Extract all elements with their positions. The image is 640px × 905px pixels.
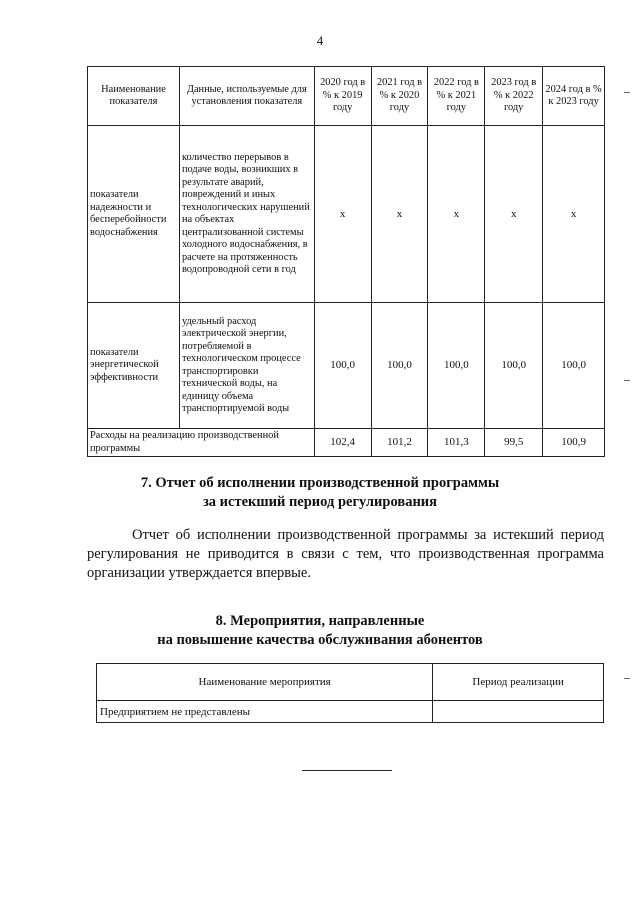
edge-mark (624, 678, 630, 679)
measure-period (433, 701, 604, 723)
header-2023: 2023 год в % к 2022 году (485, 67, 543, 126)
row-value-2020: x (314, 126, 371, 303)
totals-value-2020: 102,4 (314, 429, 371, 457)
totals-label: Расходы на реализацию производственной программы (88, 429, 315, 457)
measure-name: Предприятием не представлены (97, 701, 433, 723)
section8-heading-line2: на повышение качества обслуживания абонентов (157, 632, 483, 648)
totals-value-2023: 99,5 (485, 429, 543, 457)
row-value-2020: 100,0 (314, 303, 371, 429)
header-data-used: Данные, используемые для установления показателя (179, 67, 314, 126)
header-measure-name: Наименование мероприятия (97, 664, 433, 701)
row-value-2023: 100,0 (485, 303, 543, 429)
section7-paragraph: Отчет об исполнении производственной программы за истекший период регулирования не приводится в связи с тем, что производственная программа организации утверждается впервые. (87, 527, 604, 581)
table-row (97, 701, 604, 723)
row-value-2024: x (543, 126, 605, 303)
header-2020: 2020 год в % к 2019 году (314, 67, 371, 126)
row-name: показатели надежности и бесперебойности водоснабжения (88, 126, 180, 303)
edge-mark (624, 380, 630, 381)
header-2024: 2024 год в % к 2023 году (543, 67, 605, 126)
page-number: 4 (316, 33, 324, 48)
table-row-energy (88, 303, 605, 429)
indicators-header-row (88, 67, 605, 126)
section7-heading-line1: 7. Отчет об исполнении производственной программы (140, 475, 500, 491)
row-value-2021: x (371, 126, 428, 303)
row-name: показатели энергетической эффективности (88, 303, 180, 429)
totals-value-2022: 101,3 (428, 429, 485, 457)
row-value-2022: x (428, 126, 485, 303)
header-2022: 2022 год в % к 2021 году (428, 67, 485, 126)
measures-table (96, 663, 604, 723)
row-value-2021: 100,0 (371, 303, 428, 429)
row-value-2023: x (485, 126, 543, 303)
header-implementation-period: Период реализации (433, 664, 604, 701)
row-value-2022: 100,0 (428, 303, 485, 429)
header-2021: 2021 год в % к 2020 году (371, 67, 428, 126)
row-description: количество перерывов в подаче воды, возникших в результате аварий, повреждений и иных технологических нарушений на объектах централизованной системы холодного водоснабжения, в расчете на протяженность водопроводной сети в год (179, 126, 314, 303)
indicators-table (87, 66, 605, 457)
edge-mark (624, 92, 630, 93)
closing-line (302, 770, 392, 771)
totals-value-2021: 101,2 (371, 429, 428, 457)
totals-value-2024: 100,9 (543, 429, 605, 457)
section8-heading-line1: 8. Мероприятия, направленные (215, 613, 425, 629)
table-row-totals (88, 429, 605, 457)
header-indicator-name: Наименование показателя (88, 67, 180, 126)
table-row-reliability (88, 126, 605, 303)
section7-heading-line2: за истекший период регулирования (202, 494, 438, 510)
row-value-2024: 100,0 (543, 303, 605, 429)
measures-header-row (97, 664, 604, 701)
row-description: удельный расход электрической энергии, потребляемой в технологическом процессе транспортировки технической воды, на единицу объема транспортируемой воды (179, 303, 314, 429)
